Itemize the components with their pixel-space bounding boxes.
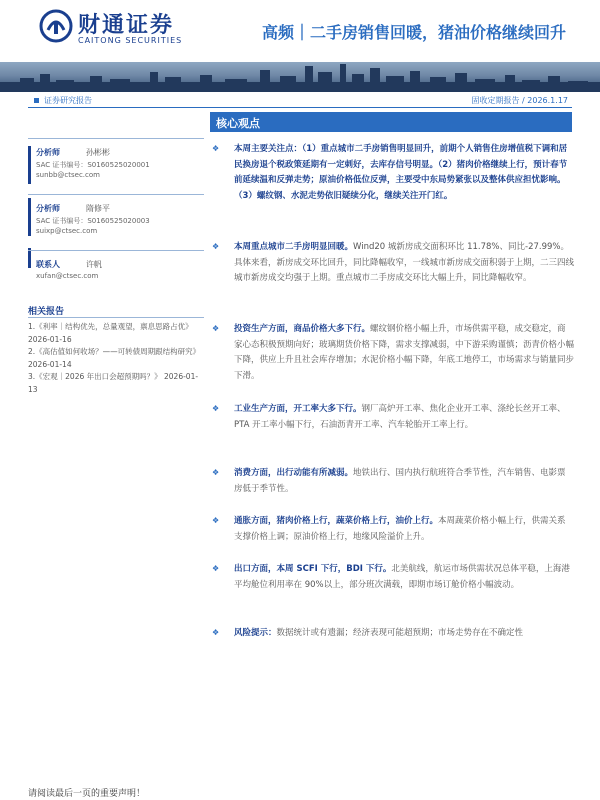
diamond-bullet-icon: ❖ [212, 468, 220, 477]
square-bullet-icon [34, 98, 39, 103]
report-category-date: 固收定期报告 / 2026.1.17 [471, 96, 568, 105]
bullet-body: 数据统计或有遗漏；经济表现可能超预期；市场走势存在不确定性 [276, 628, 524, 638]
bullet-lead: 本周主要关注点： [234, 144, 303, 154]
skyline-banner [0, 62, 600, 92]
diamond-bullet-icon: ❖ [212, 144, 220, 153]
analyst-section [28, 138, 204, 288]
disclaimer-footer: 请阅读最后一页的重要声明！ [28, 789, 146, 799]
bullet-body: 地铁出行、国内执行航班符合季节性，汽车销售、电影票房低于季节性。 [234, 468, 566, 494]
bullet-lead: 本周重点城市二手房明显回暖。 [234, 242, 354, 252]
bullet-body: 本周蔬菜价格小幅上行，供需关系支撑价格上调；原油价格上行，地缘风险溢价上升。 [234, 516, 566, 542]
analyst-role: 分析师 [36, 148, 60, 157]
skyline-illustration [0, 62, 600, 92]
related-reports-title: 相关报告 [28, 307, 65, 317]
contact-card [28, 250, 204, 284]
bullet-lead: 出口方面，本周 SCFI 下行，BDI 下行。 [234, 564, 392, 574]
bullet-body: 北美航线，航运市场供需状况总体平稳，上海港平均舱位利用率在 90%以上，部分班次满载，即期市场订舱价格小幅波动。 [234, 564, 570, 590]
contact-name: 许帆 [86, 260, 102, 269]
bullet-lead: 消费方面，出行动能有所减弱。 [234, 468, 354, 478]
diamond-bullet-icon: ❖ [212, 564, 220, 573]
related-reports-list [28, 321, 206, 396]
core-opinion-title: 核心观点 [216, 117, 260, 130]
related-report-item[interactable]: 1.《利率｜结构优先，总量观望，禀息思路占优》 2026-01-16 [28, 322, 193, 344]
analyst-card [28, 138, 204, 190]
bullet-lead: 通胀方面，猪肉价格上行，蔬菜价格上行，油价上行。 [234, 516, 439, 526]
bullet-body: Wind20 城新房成交面积环比 11.78%、同比-27.99%。具体来看，新房成交环比回升，同比降幅收窄，一线城市新房成交面积弱于上期，二三四线城市新房成交均强于上期。重点城市二手房成交环比大幅上升，同比降幅收窄。 [234, 242, 575, 283]
logo-english-name: CAITONG SECURITIES [78, 36, 183, 45]
report-subbar [28, 92, 572, 108]
analyst-card [28, 194, 204, 246]
caitong-logo-icon [38, 8, 74, 44]
analyst-name: 隋修平 [86, 204, 110, 213]
logo-chinese-name: 财通证券 [78, 13, 175, 38]
analyst-role: 分析师 [36, 204, 60, 213]
analyst-email[interactable]: suixp@ctsec.com [36, 227, 98, 235]
bullet-text [234, 402, 574, 433]
bullet-text [234, 142, 574, 204]
diamond-bullet-icon: ❖ [212, 242, 220, 251]
contact-role: 联系人 [36, 260, 60, 269]
bullet-text [234, 466, 574, 497]
report-title: 高频｜二手房销售回暖，猪油价格继续回升 [262, 23, 567, 42]
bullet-text [234, 562, 574, 593]
bullet-lead: 投资生产方面，商品价格大多下行。 [234, 324, 371, 334]
analyst-name: 孙彬彬 [86, 148, 110, 157]
caitong-logo [38, 6, 188, 46]
bullet-detail: （1）重点城市二手房销售明显回升，前期个人销售住房增值税下调和居民换房退个税政策延期有一定刺好，去库存信号明显。（2）猪肉价格继续上行，预计春节前延续温和反弹走势；原油价格低位反弹，主要受中东局势紧张以及整体供应担忧影响。（3）螺纹钢、水泥走势依旧疑续分化，继续关注开门红。 [234, 144, 568, 201]
bullet-text [234, 514, 574, 545]
bullet-text [234, 626, 574, 642]
analyst-cert: SAC 证书编号：S0160525020001 [36, 161, 150, 169]
related-report-item[interactable]: 2.《高估值如何收场？——可转债周期跟结构研究》 2026-01-14 [28, 347, 201, 369]
bullet-text [234, 240, 574, 287]
related-report-item[interactable]: 3.《宏观｜2026 年出口会超预期吗？》 2026-01-13 [28, 372, 199, 394]
divider [28, 317, 204, 318]
report-type-label: 证券研究报告 [44, 96, 92, 105]
report-header [0, 0, 600, 62]
diamond-bullet-icon: ❖ [212, 324, 220, 333]
contact-email[interactable]: xufan@ctsec.com [36, 272, 99, 280]
analyst-cert: SAC 证书编号：S0160525020003 [36, 217, 150, 225]
diamond-bullet-icon: ❖ [212, 628, 220, 637]
analyst-email[interactable]: sunbb@ctsec.com [36, 171, 100, 179]
bullet-body: 钢厂高炉开工率、焦化企业开工率、涤纶长丝开工率、PTA 开工率小幅下行，石油沥青开工率、汽车轮胎开工率上行。 [234, 404, 566, 430]
bullet-lead: 工业生产方面，开工率大多下行。 [234, 404, 362, 414]
bullet-lead: 风险提示： [234, 628, 277, 638]
bullet-body: 螺纹钢价格小幅上升，市场供需平稳，成交稳定，商家心态积极预期向好；玻璃期货价格下降，需求支撑减弱，中下游采购谨慎；沥青价格小幅下降，供应上升且社会库存增加；水泥价格小幅下降，年底工地停工，市场需求与销量同步下滑。 [234, 324, 575, 381]
diamond-bullet-icon: ❖ [212, 516, 220, 525]
report-type [34, 95, 92, 106]
core-opinion-heading [210, 112, 572, 132]
bullet-text [234, 322, 574, 384]
diamond-bullet-icon: ❖ [212, 404, 220, 413]
